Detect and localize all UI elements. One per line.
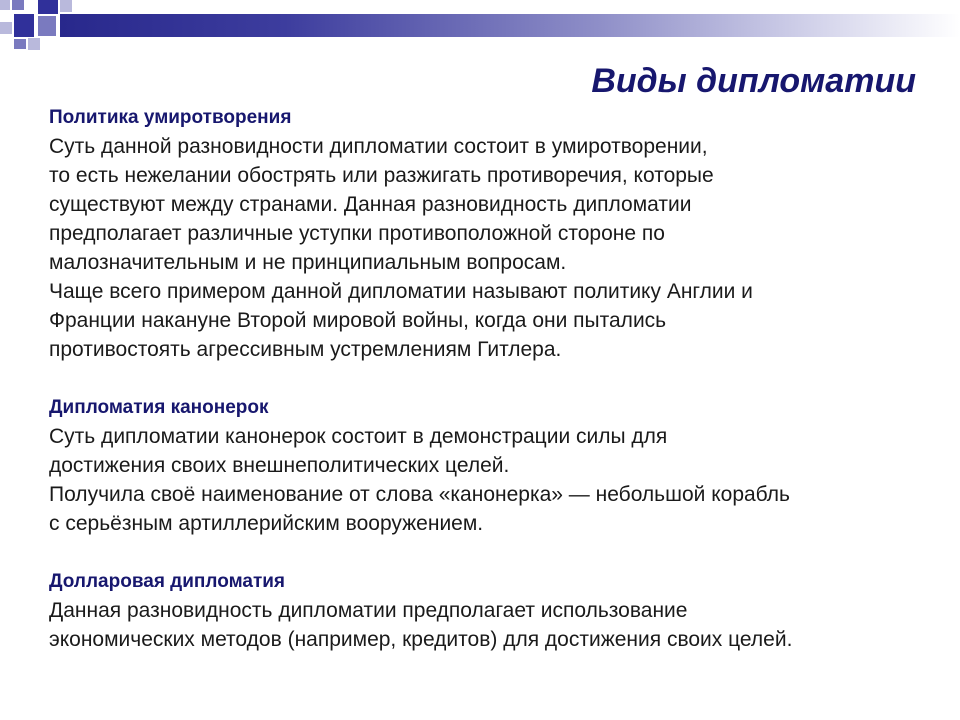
header-square [28, 38, 40, 50]
text-line: Получила своё наименование от слова «канонерка» — небольшой корабль [49, 483, 790, 506]
section-dollar [49, 567, 929, 654]
text-line: достижения своих внешнеполитических целей. [49, 454, 510, 477]
header-square [0, 0, 10, 10]
text-line: малозначительным и не принципиальным вопросам. [49, 251, 567, 274]
text-line: то есть нежелании обострять или разжигать противоречия, которые [49, 164, 714, 187]
text-line: Суть данной разновидности дипломатии состоит в умиротворении, [49, 135, 708, 158]
section-heading: Дипломатия канонерок [49, 397, 269, 418]
slide-content [49, 103, 929, 654]
header-square [12, 0, 24, 10]
header-square [60, 0, 72, 12]
header-band [60, 14, 960, 37]
text-line: предполагает различные уступки противоположной стороне по [49, 222, 665, 245]
section-heading: Политика умиротворения [49, 107, 292, 128]
header-square [38, 16, 56, 36]
section-appeasement [49, 103, 929, 364]
text-line: с серьёзным артиллерийским вооружением. [49, 512, 484, 535]
section-heading: Долларовая дипломатия [49, 571, 286, 592]
text-line: Франции накануне Второй мировой войны, когда они пытались [49, 309, 667, 332]
text-line: противостоять агрессивным устремлениям Гитлера. [49, 338, 562, 361]
text-line: существуют между странами. Данная разновидность дипломатии [49, 193, 692, 216]
header-square [14, 39, 26, 49]
text-line: Чаще всего примером данной дипломатии называют политику Англии и [49, 280, 753, 303]
header-square [14, 14, 34, 37]
text-line: экономических методов (например, кредитов) для достижения своих целей. [49, 628, 793, 651]
text-line: Данная разновидность дипломатии предполагает использование [49, 599, 688, 622]
header-square [0, 22, 12, 34]
header-square [38, 0, 58, 14]
slide-title: Виды дипломатии [591, 62, 916, 100]
text-line: Суть дипломатии канонерок состоит в демонстрации силы для [49, 425, 668, 448]
section-gunboat [49, 393, 929, 538]
